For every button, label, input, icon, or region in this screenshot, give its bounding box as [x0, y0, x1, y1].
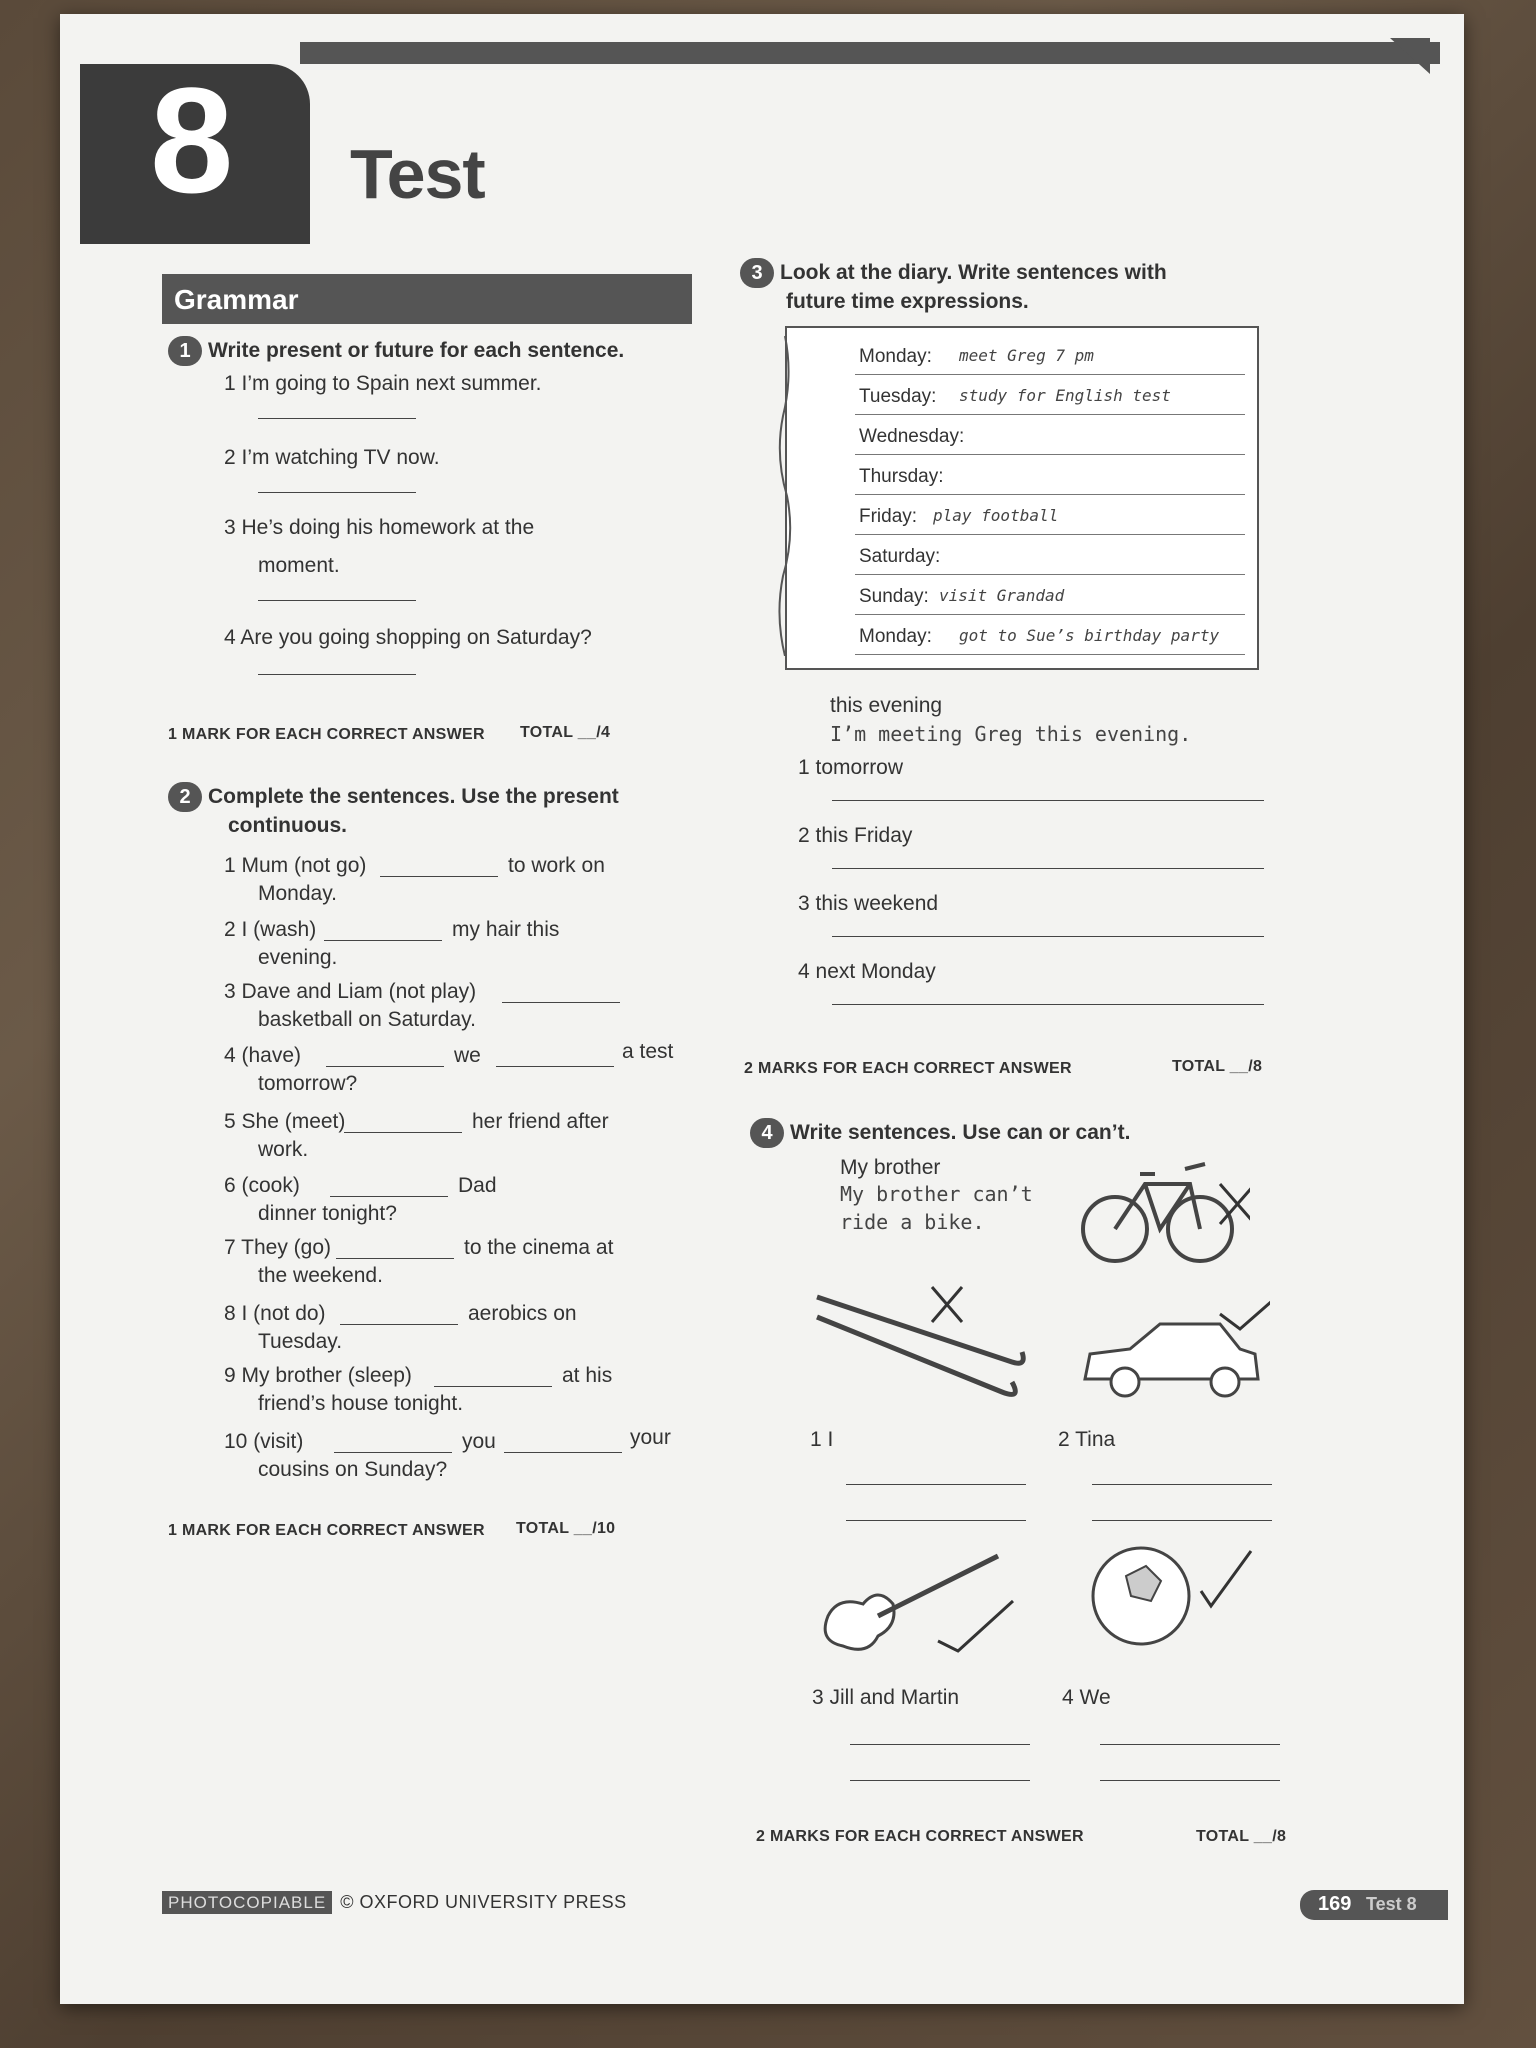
ex4-item-2: 2 Tina — [1058, 1428, 1116, 1451]
ex2-item-prompt: 4 (have) — [224, 1044, 302, 1067]
header-bar-tip — [1390, 38, 1430, 74]
ex2-item-continuation: friend’s house tonight. — [258, 1392, 464, 1415]
answer-line[interactable] — [832, 868, 1264, 869]
page-label: Test 8 — [1366, 1894, 1417, 1914]
ex3-item: 1 tomorrow — [798, 756, 904, 779]
diary-row — [855, 416, 1245, 455]
diary-entry: play football — [933, 506, 1059, 525]
ex2-item-prompt: 7 They (go) — [224, 1236, 331, 1259]
diary — [785, 326, 1259, 670]
unit-number: 8 — [150, 56, 234, 224]
footer — [162, 1892, 627, 1913]
ex2-item-prompt: 1 Mum (not go) — [224, 854, 367, 877]
header-bar — [300, 42, 1440, 64]
ex3-item: 3 this weekend — [798, 892, 939, 915]
diary-entry: study for English test — [959, 386, 1171, 405]
bike-image — [1080, 1144, 1250, 1274]
ex4-item-1: 1 I — [810, 1428, 834, 1451]
ex4-total: TOTAL __/8 — [1196, 1828, 1287, 1845]
diary-day: Wednesday: — [859, 426, 965, 447]
diary-day: Monday: — [859, 626, 932, 647]
diary-day: Tuesday: — [859, 386, 937, 407]
ex2-item-middle: aerobics on — [468, 1302, 577, 1325]
answer-line[interactable] — [496, 1066, 614, 1067]
ex1-instruction-text: Write present or future for each sentence. — [208, 339, 625, 362]
ex4-item-3: 3 Jill and Martin — [812, 1686, 960, 1709]
diary-row — [855, 616, 1245, 655]
diary-day: Thursday: — [859, 466, 944, 487]
ex2-item-middle: at his — [562, 1364, 613, 1387]
answer-line[interactable] — [832, 800, 1264, 801]
ex2-item-middle: to the cinema at — [464, 1236, 614, 1259]
ex2-item-middle: her friend after — [472, 1110, 609, 1133]
ex3-item: 4 next Monday — [798, 960, 936, 983]
ex3-example-answer: I’m meeting Greg this evening. — [830, 722, 1192, 746]
ball-image — [1086, 1536, 1256, 1656]
page-title: Test — [350, 135, 485, 213]
answer-line[interactable] — [1100, 1780, 1280, 1781]
ex2-item-continuation: Monday. — [258, 882, 337, 905]
ex3-example-label: this evening — [830, 694, 943, 717]
answer-line[interactable] — [334, 1452, 452, 1453]
answer-line[interactable] — [1092, 1484, 1272, 1485]
ex1-item-3-cont: moment. — [258, 554, 340, 577]
answer-line[interactable] — [344, 1132, 462, 1133]
answer-line[interactable] — [324, 940, 442, 941]
ex4-instruction — [750, 1118, 1130, 1148]
ex2-item-prompt: 6 (cook) — [224, 1174, 300, 1197]
ex2-item-continuation: the weekend. — [258, 1264, 383, 1287]
ex1-item-3: 3 He’s doing his homework at the — [224, 516, 535, 539]
ex2-item-end: your — [630, 1426, 671, 1449]
ex4-example-answer-line2: ride a bike. — [840, 1210, 985, 1234]
ex1-instruction — [168, 336, 624, 366]
diary-day: Saturday: — [859, 546, 941, 567]
ex4-marks: 2 MARKS FOR EACH CORRECT ANSWER — [756, 1828, 1084, 1845]
guitar-image — [818, 1546, 1028, 1666]
ex2-item-continuation: basketball on Saturday. — [258, 1008, 476, 1031]
diary-row — [855, 376, 1245, 415]
ex3-instruction-line1: Look at the diary. Write sentences with — [780, 261, 1167, 284]
ex2-item-prompt: 2 I (wash) — [224, 918, 317, 941]
ex2-item-prompt: 8 I (not do) — [224, 1302, 326, 1325]
answer-line[interactable] — [502, 1002, 620, 1003]
ex2-item-continuation: cousins on Sunday? — [258, 1458, 448, 1481]
diary-entry: got to Sue’s birthday party — [959, 626, 1220, 645]
ex2-item-middle: my hair this — [452, 918, 560, 941]
answer-line[interactable] — [258, 674, 416, 675]
answer-line[interactable] — [1092, 1520, 1272, 1521]
ex2-item-prompt: 10 (visit) — [224, 1430, 304, 1453]
answer-line[interactable] — [832, 1004, 1264, 1005]
ex2-item-middle: we — [454, 1044, 481, 1067]
diary-row — [855, 576, 1245, 615]
ex2-item-middle: Dad — [458, 1174, 497, 1197]
ex1-marks: 1 MARK FOR EACH CORRECT ANSWER — [168, 726, 485, 743]
publisher-text: © OXFORD UNIVERSITY PRESS — [340, 1892, 627, 1912]
diary-spine — [775, 336, 795, 656]
ex3-marks: 2 MARKS FOR EACH CORRECT ANSWER — [744, 1060, 1072, 1077]
ex1-item-2: 2 I’m watching TV now. — [224, 446, 440, 469]
answer-line[interactable] — [850, 1780, 1030, 1781]
ex2-instruction — [168, 782, 619, 812]
diary-day: Friday: — [859, 506, 918, 527]
ex2-item-continuation: tomorrow? — [258, 1072, 358, 1095]
diary-day: Sunday: — [859, 586, 929, 607]
diary-row — [855, 456, 1245, 495]
ex2-item-continuation: work. — [258, 1138, 309, 1161]
answer-line[interactable] — [340, 1324, 458, 1325]
ex2-item-prompt: 5 She (meet) — [224, 1110, 346, 1133]
ex3-instruction — [740, 258, 1167, 288]
ex3-badge: 3 — [740, 258, 774, 288]
answer-line[interactable] — [850, 1744, 1030, 1745]
answer-line[interactable] — [832, 936, 1264, 937]
answer-line[interactable] — [326, 1066, 444, 1067]
section-bar — [162, 274, 692, 324]
ex2-item-continuation: Tuesday. — [258, 1330, 343, 1353]
skis-image — [812, 1282, 1042, 1412]
ex4-item-4: 4 We — [1062, 1686, 1111, 1709]
worksheet-page — [60, 14, 1464, 2004]
answer-line[interactable] — [504, 1452, 622, 1453]
answer-line[interactable] — [846, 1484, 1026, 1485]
ex2-item-end: a test — [622, 1040, 674, 1063]
diary-row — [855, 536, 1245, 575]
ex1-item-4: 4 Are you going shopping on Saturday? — [224, 626, 592, 649]
answer-line[interactable] — [1100, 1744, 1280, 1745]
answer-line[interactable] — [336, 1258, 454, 1259]
ex2-item-continuation: dinner tonight? — [258, 1202, 397, 1225]
answer-line[interactable] — [330, 1196, 448, 1197]
ex2-item-continuation: evening. — [258, 946, 338, 969]
ex2-item-middle: to work on — [508, 854, 605, 877]
diary-entry: visit Grandad — [939, 586, 1065, 605]
answer-line[interactable] — [380, 876, 498, 877]
unit-number-box — [80, 56, 310, 244]
page-number: 169 — [1318, 1893, 1352, 1915]
answer-line[interactable] — [846, 1520, 1026, 1521]
diary-entry: meet Greg 7 pm — [959, 346, 1094, 365]
answer-line[interactable] — [258, 492, 416, 493]
ex1-badge: 1 — [168, 336, 202, 366]
ex3-total: TOTAL __/8 — [1172, 1058, 1263, 1075]
page-number-box — [1300, 1890, 1448, 1920]
ex2-marks: 1 MARK FOR EACH CORRECT ANSWER — [168, 1522, 485, 1539]
answer-line[interactable] — [258, 418, 416, 419]
ex2-item-prompt: 9 My brother (sleep) — [224, 1364, 412, 1387]
answer-line[interactable] — [434, 1386, 552, 1387]
ex2-total: TOTAL __/10 — [516, 1520, 616, 1537]
ex4-example-label: My brother — [840, 1156, 941, 1179]
ex3-item: 2 this Friday — [798, 824, 913, 847]
ex2-instruction-line2: continuous. — [228, 814, 347, 837]
ex3-instruction-line2: future time expressions. — [786, 290, 1029, 313]
diary-day: Monday: — [859, 346, 932, 367]
car-image — [1080, 1294, 1270, 1414]
photocopiable-label: PHOTOCOPIABLE — [162, 1891, 332, 1914]
diary-row — [855, 336, 1245, 375]
ex4-instruction-text: Write sentences. Use can or can’t. — [790, 1121, 1131, 1144]
ex4-badge: 4 — [750, 1118, 784, 1148]
ex2-instruction-line1: Complete the sentences. Use the present — [208, 785, 619, 808]
diary-row — [855, 496, 1245, 535]
ex2-item-middle: you — [462, 1430, 496, 1453]
ex4-example-answer-line1: My brother can’t — [840, 1182, 1033, 1206]
ex2-badge: 2 — [168, 782, 202, 812]
section-title: Grammar — [174, 284, 299, 315]
answer-line[interactable] — [258, 600, 416, 601]
ex2-item-prompt: 3 Dave and Liam (not play) — [224, 980, 477, 1003]
ex1-total: TOTAL __/4 — [520, 724, 611, 741]
ex1-item-1: 1 I’m going to Spain next summer. — [224, 372, 542, 395]
